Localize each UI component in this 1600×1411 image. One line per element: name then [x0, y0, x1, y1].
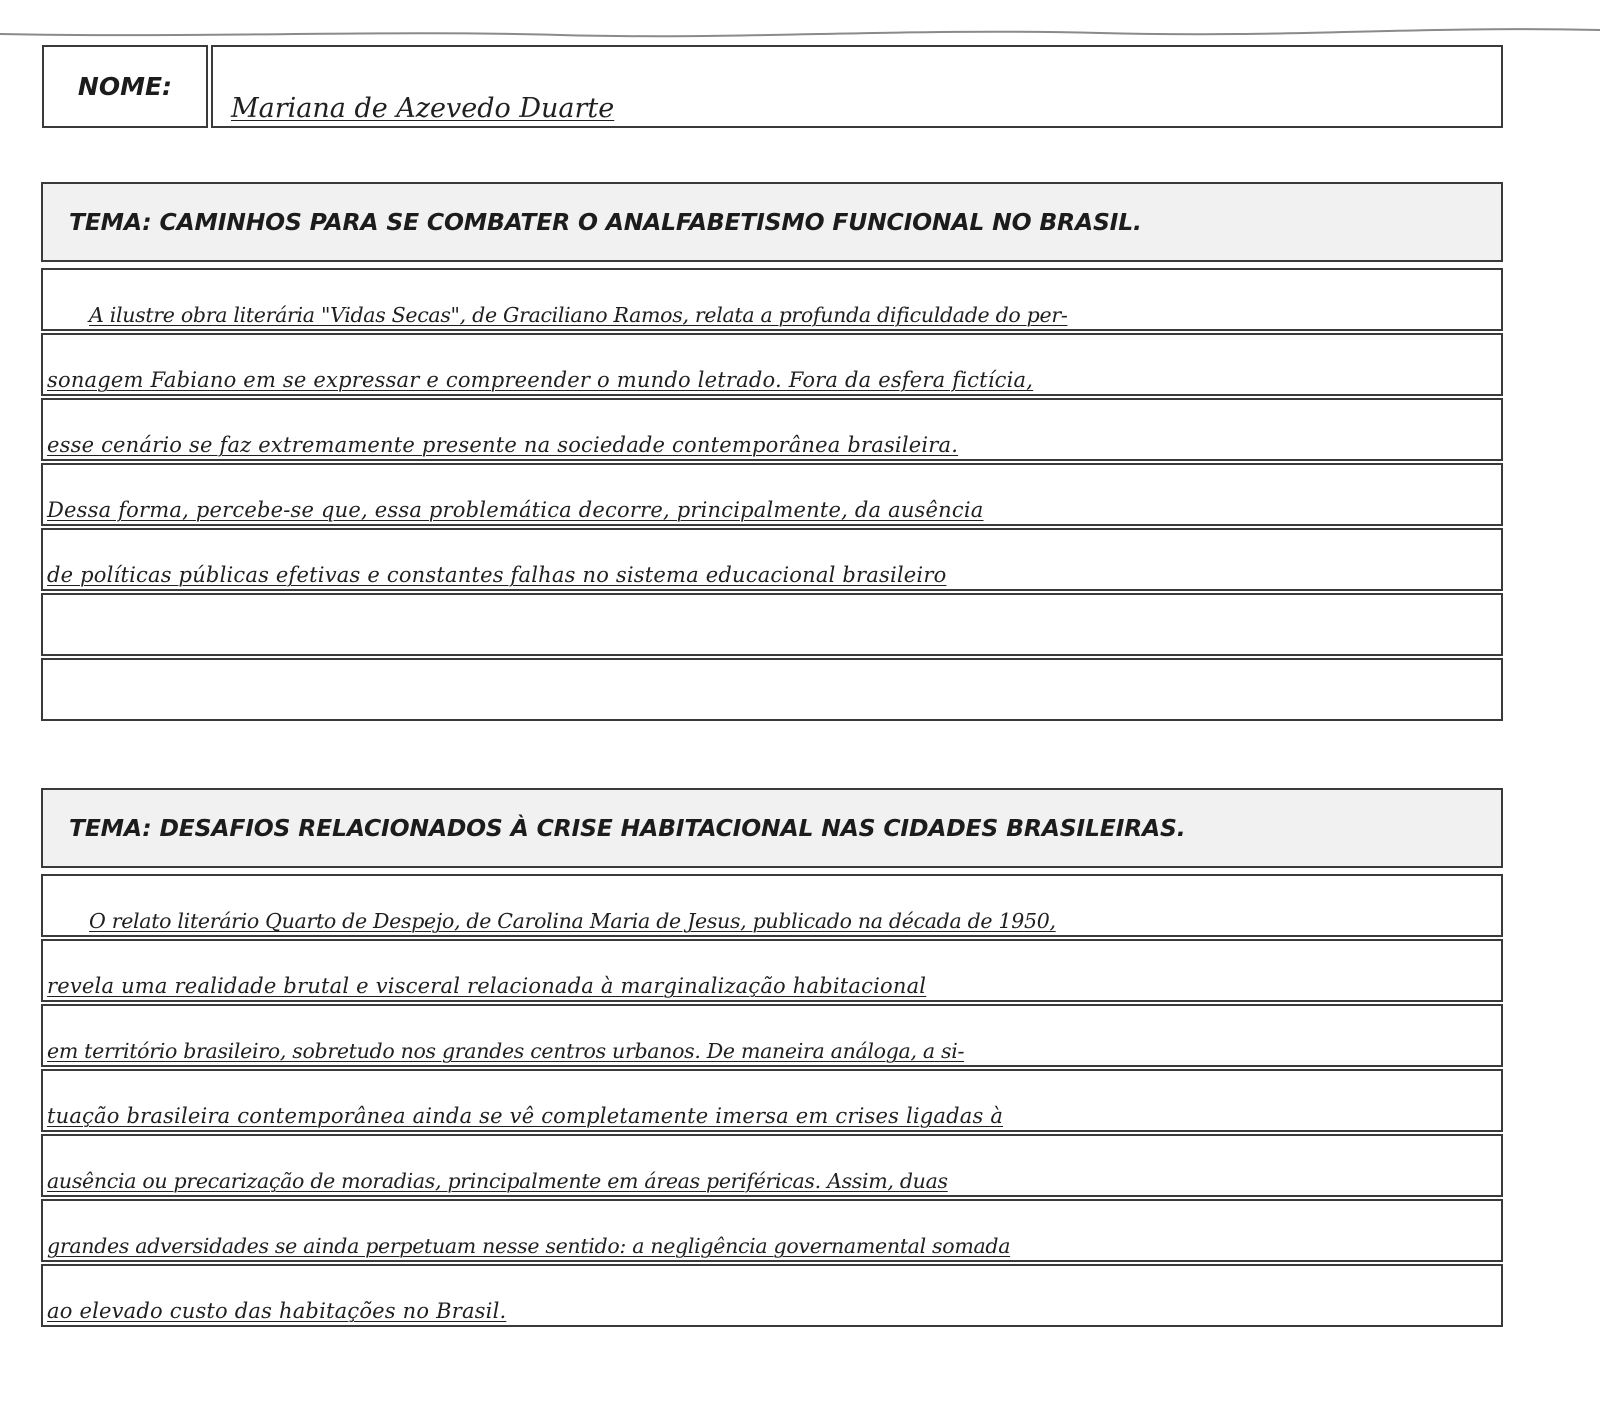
essay1-line-text: de políticas públicas efetivas e constantes falhas no sistema educacional brasileiro — [47, 563, 947, 587]
essay2-line-text: revela uma realidade brutal e visceral relacionada à marginalização habitacional — [47, 974, 927, 998]
name-field — [211, 45, 1503, 128]
essay1-line-text: esse cenário se faz extremamente presente na sociedade contemporânea brasileira. — [47, 433, 959, 457]
essay1-line — [41, 528, 1503, 591]
essay2-line — [41, 1069, 1503, 1132]
essay1-line — [41, 268, 1503, 331]
essay2-line — [41, 939, 1503, 1002]
essay2-line-text: O relato literário Quarto de Despejo, de Carolina Maria de Jesus, publicado na década de 1950, — [89, 909, 1056, 933]
torn-paper-edge — [0, 0, 1600, 50]
essay1-line-text: Dessa forma, percebe-se que, essa problemática decorre, principalmente, da ausência — [47, 498, 984, 522]
essay1-line-text: sonagem Fabiano em se expressar e compreender o mundo letrado. Fora da esfera fictícia, — [47, 368, 1034, 392]
essay2-line — [41, 874, 1503, 937]
essay2-line — [41, 1264, 1503, 1327]
essay1-line — [41, 658, 1503, 721]
essay1-line — [41, 333, 1503, 396]
essay1-line-text — [43, 595, 1501, 654]
essay2-line-text: em território brasileiro, sobretudo nos grandes centros urbanos. De maneira análoga, a si- — [47, 1039, 965, 1063]
theme-title-1: TEMA: CAMINHOS PARA SE COMBATER O ANALFABETISMO FUNCIONAL NO BRASIL. — [69, 208, 1142, 236]
essay1-line — [41, 463, 1503, 526]
theme-box-2 — [41, 788, 1503, 868]
essay2-line-text: ausência ou precarização de moradias, principalmente em áreas periféricas. Assim, duas — [47, 1169, 948, 1193]
essay2-line — [41, 1004, 1503, 1067]
name-label: NOME: — [77, 72, 173, 101]
name-value: Mariana de Azevedo Duarte — [231, 93, 615, 124]
essay1-line — [41, 593, 1503, 656]
essay1-line — [41, 398, 1503, 461]
theme-title-2: TEMA: DESAFIOS RELACIONADOS À CRISE HABITACIONAL NAS CIDADES BRASILEIRAS. — [69, 814, 1186, 842]
essay1-line-text — [43, 660, 1501, 719]
essay2-line — [41, 1199, 1503, 1262]
name-label-box — [42, 45, 208, 128]
theme-box-1 — [41, 182, 1503, 262]
essay2-line-text: grandes adversidades se ainda perpetuam nesse sentido: a negligência governamental somada — [47, 1234, 1011, 1258]
essay2-line-text: tuação brasileira contemporânea ainda se vê completamente imersa em crises ligadas à — [47, 1104, 1004, 1128]
essay2-line — [41, 1134, 1503, 1197]
essay2-line-text: ao elevado custo das habitações no Brasil. — [47, 1299, 507, 1323]
essay1-line-text: A ilustre obra literária "Vidas Secas", de Graciliano Ramos, relata a profunda dificuldade do per- — [89, 303, 1068, 327]
